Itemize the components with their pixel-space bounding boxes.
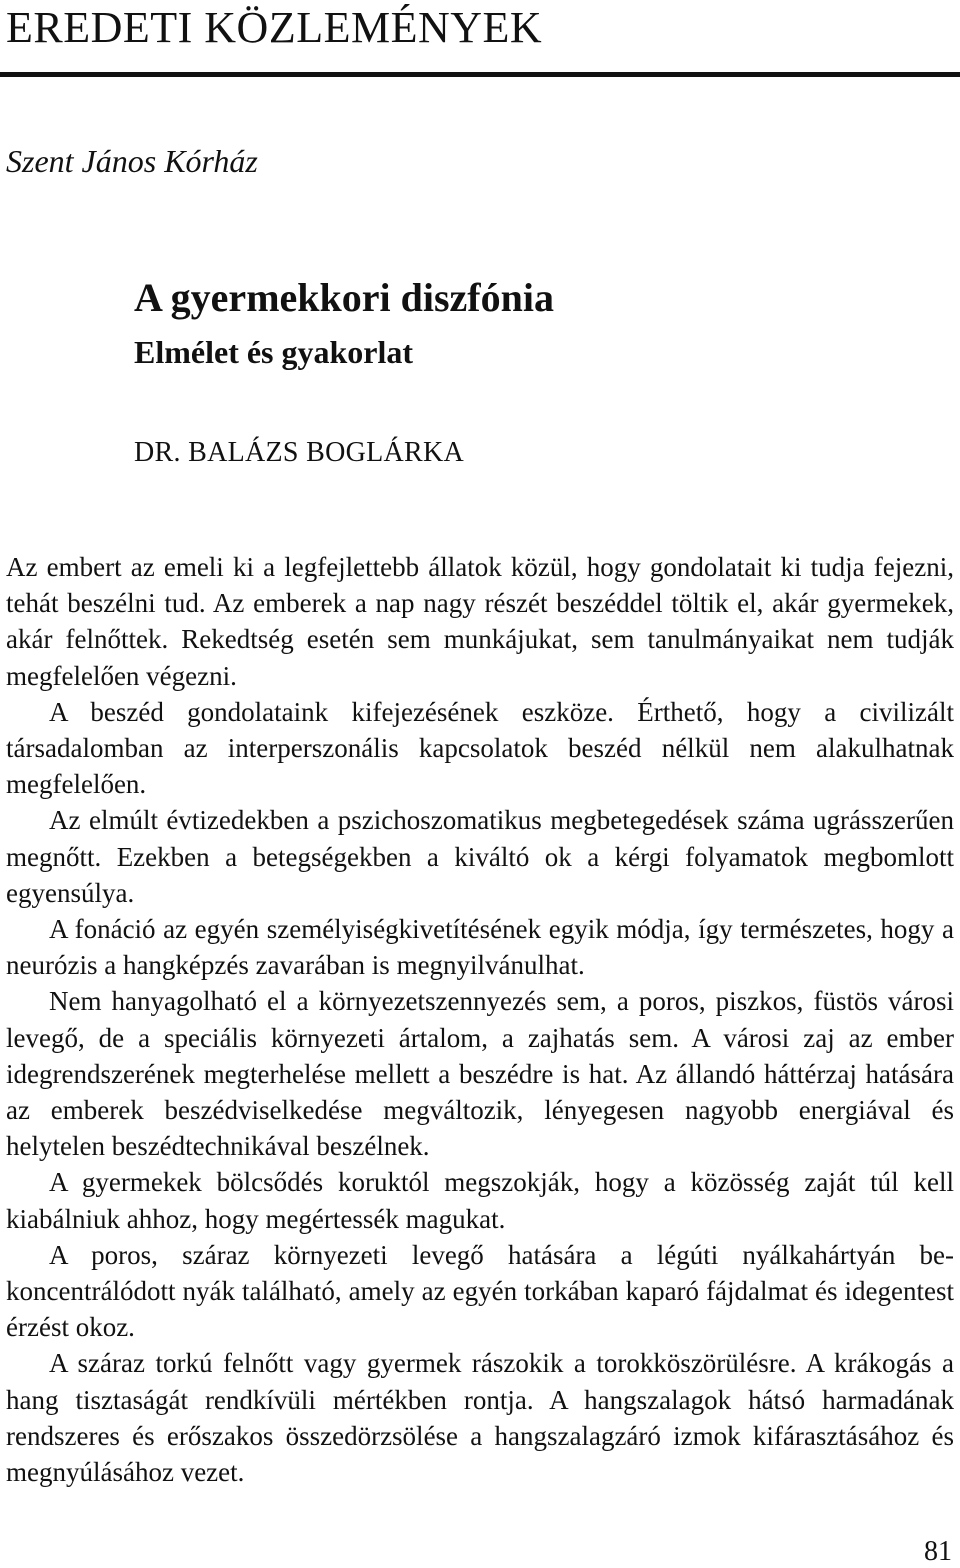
article-title: A gyermekkori diszfónia — [134, 275, 554, 320]
article-author: DR. BALÁZS BOGLÁRKA — [134, 437, 465, 468]
article-subtitle: Elmélet és gyakorlat — [134, 334, 414, 370]
page-number: 81 — [924, 1536, 952, 1567]
paragraph: A poros, száraz környezeti levegő hatására a légúti nyálkahártyán bekoncentrálódott nyák található, amely az egyén torkában kaparó fájdalmat és idegentest érzést okoz. — [6, 1239, 954, 1343]
paragraph: Az embert az emeli ki a legfejlettebb állatok közül, hogy gondolatait ki tudja fejezni, tehát beszélni tud. Az emberek a nap nagy részét beszéddel töltik el, akár gyermekek, akár felnőttek. Rekedtség esetén sem munkájukat, sem tanulmányaikat nem tudják megfelelően végezni. — [6, 552, 954, 691]
paragraph: A száraz torkú felnőtt vagy gyermek rászokik a torokköszörülésre. A krákogás a hang tisztaságát rendkívüli mértékben rontja. A hangszalagok hátsó harmadának rendszeres és erőszakos összedörzsölése a hangszalagzáró izmok kifárasztásához és megnyúlásához vezet. — [6, 1348, 954, 1488]
paragraph: Az elmúlt évtizedekben a pszichoszomatikus megbetegedések száma ugrásszerűen megnőtt. Ezekben a betegségekben a kiváltó ok a kérgi folyamatok megbomlott egyensúlya. — [6, 805, 954, 908]
paragraph: A beszéd gondolataink kifejezésének eszköze. Érthető, hogy a civilizált társadalomban az interperszonális kapcsolatok beszéd nélkül nem alakulhatnak megfelelően. — [6, 696, 954, 800]
header-rule — [0, 72, 960, 77]
section-header: EREDETI KÖZLEMÉNYEK — [6, 3, 543, 52]
article-body — [6, 549, 954, 1490]
paragraph: Nem hanyagolható el a környezetszennyezés sem, a poros, piszkos, füstös városi levegő, de a speciális környezeti ártalom, a zajhatás sem. A városi zaj az ember idegrendszerének megterhelése mellett a beszédre is hat. Az állandó háttérzaj hatására az emberek beszédviselkedése megváltozik, lényegesen nagyobb energiával és helytelen beszédtechnikával beszélnek. — [6, 986, 954, 1162]
institution-name: Szent János Kórház — [6, 143, 258, 179]
paragraph: A fonáció az egyén személyiségkivetítésének egyik módja, így természetes, hogy a neurózis a hangképzés zavarában is megnyilvánulhat. — [6, 914, 954, 981]
paragraph: A gyermekek bölcsődés koruktól megszokják, hogy a közösség zaját túl kell kiabálniuk ahhoz, hogy megértessék magukat. — [6, 1167, 954, 1234]
